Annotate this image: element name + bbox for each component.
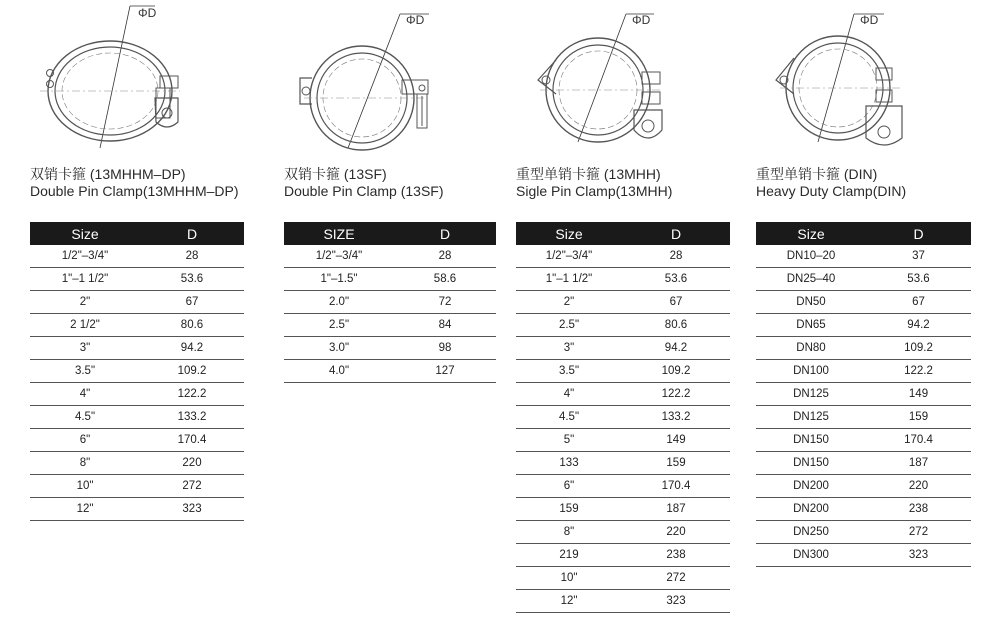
size-cell: 4.5" bbox=[516, 406, 622, 429]
size-cell: 12" bbox=[516, 590, 622, 613]
size-cell: 12" bbox=[30, 498, 140, 521]
size-cell: 4" bbox=[30, 383, 140, 406]
header-d: D bbox=[622, 222, 730, 245]
size-cell: DN125 bbox=[756, 406, 866, 429]
table-row bbox=[516, 567, 730, 590]
size-cell: DN10–20 bbox=[756, 245, 866, 268]
table-row bbox=[756, 521, 971, 544]
diameter-cell: 72 bbox=[394, 291, 496, 314]
size-cell: DN150 bbox=[756, 452, 866, 475]
table-row bbox=[756, 291, 971, 314]
size-cell: 5" bbox=[516, 429, 622, 452]
diameter-cell: 122.2 bbox=[140, 383, 244, 406]
diameter-cell: 149 bbox=[622, 429, 730, 452]
size-table bbox=[516, 222, 730, 613]
diameter-cell: 220 bbox=[866, 475, 971, 498]
diameter-cell: 122.2 bbox=[866, 360, 971, 383]
size-cell: 4" bbox=[516, 383, 622, 406]
diameter-cell: 272 bbox=[866, 521, 971, 544]
diameter-cell: 122.2 bbox=[622, 383, 730, 406]
size-cell: 2" bbox=[516, 291, 622, 314]
product-caption bbox=[516, 166, 672, 200]
svg-text:ΦD: ΦD bbox=[406, 13, 425, 27]
size-cell: 3.5" bbox=[516, 360, 622, 383]
diameter-cell: 109.2 bbox=[140, 360, 244, 383]
diameter-cell: 323 bbox=[622, 590, 730, 613]
diameter-cell: 53.6 bbox=[866, 268, 971, 291]
diameter-cell: 272 bbox=[140, 475, 244, 498]
table-row bbox=[30, 360, 244, 383]
table-body bbox=[284, 245, 496, 383]
diameter-cell: 149 bbox=[866, 383, 971, 406]
caption-chinese: 重型单销卡箍 (DIN) bbox=[756, 166, 878, 182]
diameter-cell: 28 bbox=[140, 245, 244, 268]
table-row bbox=[756, 544, 971, 567]
header-d: D bbox=[394, 222, 496, 245]
diameter-cell: 238 bbox=[622, 544, 730, 567]
diameter-cell: 53.6 bbox=[622, 268, 730, 291]
size-cell: 1/2"–3/4" bbox=[30, 245, 140, 268]
size-cell: 4.0" bbox=[284, 360, 394, 383]
table-row bbox=[30, 429, 244, 452]
size-cell: DN80 bbox=[756, 337, 866, 360]
caption-chinese: 双销卡箍 (13SF) bbox=[284, 166, 387, 182]
diameter-cell: 238 bbox=[866, 498, 971, 521]
table-row bbox=[30, 314, 244, 337]
diameter-cell: 133.2 bbox=[622, 406, 730, 429]
size-cell: DN200 bbox=[756, 475, 866, 498]
size-cell: 8" bbox=[516, 521, 622, 544]
diameter-cell: 98 bbox=[394, 337, 496, 360]
size-cell: DN250 bbox=[756, 521, 866, 544]
table-row bbox=[756, 337, 971, 360]
table-row bbox=[30, 337, 244, 360]
size-cell: 8" bbox=[30, 452, 140, 475]
diameter-cell: 220 bbox=[140, 452, 244, 475]
table-row bbox=[516, 544, 730, 567]
size-cell: 1/2"–3/4" bbox=[284, 245, 394, 268]
size-cell: DN125 bbox=[756, 383, 866, 406]
table-row bbox=[284, 360, 496, 383]
diameter-cell: 170.4 bbox=[622, 475, 730, 498]
diameter-cell: 37 bbox=[866, 245, 971, 268]
size-cell: 1"–1.5" bbox=[284, 268, 394, 291]
table-row bbox=[30, 383, 244, 406]
size-cell: 1/2"–3/4" bbox=[516, 245, 622, 268]
diameter-cell: 127 bbox=[394, 360, 496, 383]
product-caption bbox=[284, 166, 444, 200]
svg-text:ΦD: ΦD bbox=[138, 6, 157, 20]
table-body bbox=[756, 245, 971, 567]
single-pin-clamp-drawing-icon bbox=[516, 0, 756, 160]
header-size: SIZE bbox=[284, 222, 394, 245]
diameter-cell: 159 bbox=[622, 452, 730, 475]
size-cell: 2.5" bbox=[284, 314, 394, 337]
diameter-cell: 187 bbox=[622, 498, 730, 521]
diameter-cell: 323 bbox=[866, 544, 971, 567]
diameter-cell: 80.6 bbox=[140, 314, 244, 337]
table-row bbox=[30, 475, 244, 498]
table-row bbox=[756, 360, 971, 383]
size-cell: 3" bbox=[30, 337, 140, 360]
table-row bbox=[516, 475, 730, 498]
product-caption bbox=[30, 166, 239, 200]
table-row bbox=[756, 268, 971, 291]
size-cell: 6" bbox=[30, 429, 140, 452]
size-cell: DN300 bbox=[756, 544, 866, 567]
diameter-cell: 67 bbox=[866, 291, 971, 314]
caption-english: Double Pin Clamp(13MHHM–DP) bbox=[30, 183, 239, 199]
table-row bbox=[516, 406, 730, 429]
double-pin-clamp-drawing-icon bbox=[30, 0, 270, 160]
size-cell: 6" bbox=[516, 475, 622, 498]
caption-english: Sigle Pin Clamp(13MHH) bbox=[516, 183, 673, 199]
size-cell: 3" bbox=[516, 337, 622, 360]
table-body bbox=[30, 245, 244, 521]
size-cell: 2.0" bbox=[284, 291, 394, 314]
size-cell: DN100 bbox=[756, 360, 866, 383]
diameter-cell: 67 bbox=[140, 291, 244, 314]
diameter-cell: 170.4 bbox=[866, 429, 971, 452]
size-cell: 2 1/2" bbox=[30, 314, 140, 337]
size-cell: 4.5" bbox=[30, 406, 140, 429]
table-row bbox=[756, 475, 971, 498]
header-size: Size bbox=[516, 222, 622, 245]
diameter-cell: 109.2 bbox=[866, 337, 971, 360]
table-row bbox=[30, 245, 244, 268]
table-row bbox=[516, 590, 730, 613]
diameter-cell: 187 bbox=[866, 452, 971, 475]
diameter-cell: 159 bbox=[866, 406, 971, 429]
size-cell: 159 bbox=[516, 498, 622, 521]
table-row bbox=[516, 268, 730, 291]
caption-chinese: 双销卡箍 (13MHHM–DP) bbox=[30, 166, 186, 182]
diameter-cell: 220 bbox=[622, 521, 730, 544]
size-table bbox=[30, 222, 244, 521]
table-row bbox=[756, 245, 971, 268]
diameter-cell: 94.2 bbox=[866, 314, 971, 337]
size-cell: 2" bbox=[30, 291, 140, 314]
table-row bbox=[30, 498, 244, 521]
header-size: Size bbox=[30, 222, 140, 245]
table-row bbox=[516, 337, 730, 360]
caption-english: Heavy Duty Clamp(DIN) bbox=[756, 183, 907, 199]
diameter-cell: 133.2 bbox=[140, 406, 244, 429]
table-row bbox=[516, 452, 730, 475]
header-size: Size bbox=[756, 222, 866, 245]
diameter-cell: 94.2 bbox=[622, 337, 730, 360]
table-row bbox=[516, 521, 730, 544]
size-cell: 1"–1 1/2" bbox=[30, 268, 140, 291]
size-table bbox=[756, 222, 971, 567]
size-cell: 1"–1 1/2" bbox=[516, 268, 622, 291]
heavy-duty-clamp-drawing-icon bbox=[756, 0, 995, 160]
diameter-cell: 323 bbox=[140, 498, 244, 521]
table-row bbox=[756, 406, 971, 429]
table-row bbox=[756, 314, 971, 337]
table-row bbox=[516, 291, 730, 314]
table-row bbox=[516, 245, 730, 268]
table-row bbox=[284, 314, 496, 337]
size-cell: 3.0" bbox=[284, 337, 394, 360]
diameter-cell: 67 bbox=[622, 291, 730, 314]
diameter-cell: 84 bbox=[394, 314, 496, 337]
svg-text:ΦD: ΦD bbox=[632, 13, 651, 27]
size-cell: 3.5" bbox=[30, 360, 140, 383]
caption-chinese: 重型单销卡箍 (13MHH) bbox=[516, 166, 661, 182]
size-cell: DN150 bbox=[756, 429, 866, 452]
table-row bbox=[516, 383, 730, 406]
size-cell: DN25–40 bbox=[756, 268, 866, 291]
caption-english: Double Pin Clamp (13SF) bbox=[284, 183, 444, 199]
svg-text:ΦD: ΦD bbox=[860, 13, 879, 27]
table-body bbox=[516, 245, 730, 613]
size-cell: 10" bbox=[516, 567, 622, 590]
table-row bbox=[30, 452, 244, 475]
table-row bbox=[756, 383, 971, 406]
product-caption bbox=[756, 166, 906, 200]
size-cell: 10" bbox=[30, 475, 140, 498]
diameter-cell: 80.6 bbox=[622, 314, 730, 337]
table-row bbox=[284, 291, 496, 314]
table-row bbox=[756, 452, 971, 475]
table-row bbox=[284, 337, 496, 360]
table-row bbox=[516, 429, 730, 452]
diameter-cell: 28 bbox=[394, 245, 496, 268]
table-row bbox=[284, 245, 496, 268]
size-cell: DN200 bbox=[756, 498, 866, 521]
diameter-cell: 170.4 bbox=[140, 429, 244, 452]
table-row bbox=[756, 498, 971, 521]
double-pin-clamp-13sf-drawing-icon bbox=[284, 0, 524, 160]
size-cell: 2.5" bbox=[516, 314, 622, 337]
size-cell: DN65 bbox=[756, 314, 866, 337]
diameter-cell: 28 bbox=[622, 245, 730, 268]
table-row bbox=[284, 268, 496, 291]
table-row bbox=[516, 498, 730, 521]
table-row bbox=[756, 429, 971, 452]
table-row bbox=[516, 360, 730, 383]
diameter-cell: 272 bbox=[622, 567, 730, 590]
diameter-cell: 58.6 bbox=[394, 268, 496, 291]
size-table bbox=[284, 222, 496, 383]
size-cell: DN50 bbox=[756, 291, 866, 314]
table-row bbox=[30, 268, 244, 291]
table-row bbox=[516, 314, 730, 337]
diameter-cell: 53.6 bbox=[140, 268, 244, 291]
diameter-cell: 94.2 bbox=[140, 337, 244, 360]
size-cell: 219 bbox=[516, 544, 622, 567]
table-row bbox=[30, 291, 244, 314]
diameter-cell: 109.2 bbox=[622, 360, 730, 383]
table-row bbox=[30, 406, 244, 429]
header-d: D bbox=[140, 222, 244, 245]
header-d: D bbox=[866, 222, 971, 245]
size-cell: 133 bbox=[516, 452, 622, 475]
